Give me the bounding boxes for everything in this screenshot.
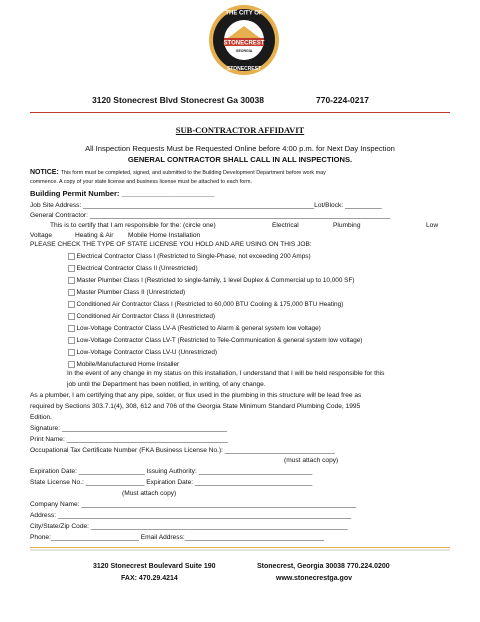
license-option[interactable] <box>68 361 179 368</box>
city-seal-logo <box>208 2 280 80</box>
header-divider <box>30 112 450 113</box>
header-address: 3120 Stonecrest Blvd Stonecrest Ga 30038 <box>92 95 264 105</box>
license-option-label: Low-Voltage Contractor Class LV-U (Unrestricted) <box>76 349 218 356</box>
license-option[interactable] <box>68 301 343 308</box>
checkbox[interactable] <box>68 277 75 284</box>
expiration-issuing-field[interactable]: Expiration Date: __________________ Issuing Authority: _______________________________ <box>30 468 313 475</box>
checkbox[interactable] <box>68 361 75 368</box>
license-option-label: Conditioned Air Contractor Class I (Restricted to 60,000 BTU Cooling & 175,000 BTU Heating) <box>76 301 344 308</box>
notice-label: NOTICE: <box>30 169 59 176</box>
inspection-notice: All Inspection Requests Must be Requested Online before 4:00 p.m. for Next Day Inspection <box>85 144 395 153</box>
seal-bottom-text: STONECREST <box>226 66 262 72</box>
checkbox[interactable] <box>68 337 75 344</box>
checkbox[interactable] <box>68 289 75 296</box>
license-option-label: Low-Voltage Contractor Class LV-A (Restricted to Alarm & general system low voltage) <box>76 325 321 332</box>
plumber-text-3: Edition. <box>30 414 52 421</box>
footer-city-phone: Stonecrest, Georgia 30038 770.224.0200 <box>257 563 390 570</box>
license-option[interactable] <box>68 265 198 272</box>
license-instruction: PLEASE CHECK THE TYPE OF STATE LICENSE YOU HOLD AND ARE USING ON THIS JOB: <box>30 241 312 248</box>
notice-text-2: commence. A copy of your state license and business license must be attached to each form. <box>30 179 253 185</box>
phone-email-field[interactable]: Phone:________________________ Email Address:______________________________________ <box>30 534 325 541</box>
document-title: SUB-CONTRACTOR AFFIDAVIT <box>175 125 305 135</box>
option-mobile-home[interactable]: Mobile Home Installation <box>128 232 201 239</box>
license-option[interactable] <box>68 289 185 296</box>
status-change-text-2: job until the Department has been notified, in writing, of any change. <box>67 381 266 388</box>
plumber-text-2: required by Sections 303.7.1(4), 308, 612 and 706 of the Georgia State Minimum Standard Plumbing Code, 1995 <box>30 403 361 410</box>
building-permit-field[interactable]: Building Permit Number: ______________________ <box>30 189 215 198</box>
license-option[interactable] <box>68 253 311 260</box>
must-attach-copy-2: (Must attach copy) <box>122 490 177 497</box>
footer-divider <box>30 547 450 551</box>
license-option-label: Conditioned Air Contractor Class II (Unrestricted) <box>76 313 216 320</box>
license-option[interactable] <box>68 277 354 284</box>
checkbox[interactable] <box>68 349 75 356</box>
must-attach-copy-1: (must attach copy) <box>284 457 339 464</box>
license-option-label: Master Plumber Class II (Unrestricted) <box>76 289 186 296</box>
footer-website[interactable]: www.stonecrestga.gov <box>276 575 352 582</box>
license-option-label: Low-Voltage Contractor Class LV-T (Restricted to Tele-Communication & general system low voltage) <box>76 337 363 344</box>
license-option-label: Electrical Contractor Class II (Unrestricted) <box>76 265 198 272</box>
license-option-label: Mobile/Manufactured Home Installer <box>76 361 180 368</box>
checkbox[interactable] <box>68 253 75 260</box>
company-name-field[interactable]: Company Name: ___________________________________________________________________________ <box>30 501 357 508</box>
general-contractor-notice: GENERAL CONTRACTOR SHALL CALL IN ALL INSPECTIONS. <box>127 155 353 164</box>
option-low[interactable]: Low <box>426 222 439 229</box>
option-plumbing[interactable]: Plumbing <box>333 222 361 229</box>
option-voltage[interactable]: Voltage <box>30 232 52 239</box>
address-field[interactable]: Address: ________________________________________________________________________________ <box>30 512 352 519</box>
state-license-field[interactable]: State License No.: ________________ Expiration Date: ________________________________ <box>30 479 313 486</box>
general-contractor-field[interactable]: General Contractor: __________________________________________________________________________________ <box>30 212 391 219</box>
license-option[interactable] <box>68 337 362 344</box>
signature-field[interactable]: Signature: _____________________________________________ <box>30 425 227 432</box>
footer-fax: FAX: 470.29.4214 <box>121 575 178 582</box>
license-option[interactable] <box>68 349 217 356</box>
status-change-text-1: In the event of any change in my status on this installation, I understand that I will be held responsible for this <box>67 370 385 377</box>
license-option[interactable] <box>68 313 215 320</box>
checkbox[interactable] <box>68 265 75 272</box>
footer-address: 3120 Stonecrest Boulevard Suite 190 <box>93 563 216 570</box>
seal-top-text: THE CITY OF <box>225 10 263 17</box>
occupational-tax-field[interactable]: Occupational Tax Certificate Number (FKA Business License No.): ______________________________ <box>30 447 335 454</box>
plumber-text-1: As a plumber, I am certifying that any pipe, solder, or flux used in the plumbing in this structure will be lead free as <box>30 392 362 399</box>
option-heating-air[interactable]: Heating & Air <box>75 232 114 239</box>
job-site-field[interactable]: Job Site Address: _______________________________________________________________Lot/Block: __________ <box>30 202 382 209</box>
license-option[interactable] <box>68 325 321 332</box>
option-electrical[interactable]: Electrical <box>272 222 299 229</box>
seal-name: STONECREST <box>223 40 265 47</box>
header-phone: 770-224-0217 <box>316 95 369 105</box>
seal-state: GEORGIA <box>235 49 253 53</box>
license-option-label: Master Plumber Class I (Restricted to single-family, 1 level Duplex & Commercial up to 10,000 SF) <box>76 277 355 284</box>
checkbox[interactable] <box>68 313 75 320</box>
notice-text-1: This form must be completed, signed, and submitted to the Building Development Department before work may <box>60 170 326 176</box>
city-state-zip-field[interactable]: City/State/Zip Code: ______________________________________________________________________ <box>30 523 348 530</box>
print-name-field[interactable]: Print Name: ____________________________________________ <box>30 436 228 443</box>
checkbox[interactable] <box>68 301 75 308</box>
certify-statement: This is to certify that I am responsible for the: (circle one) <box>50 222 216 229</box>
license-option-label: Electrical Contractor Class I (Restricted to Single-Phase, not exceeding 200 Amps) <box>76 253 311 260</box>
notice-line <box>30 169 326 177</box>
checkbox[interactable] <box>68 325 75 332</box>
